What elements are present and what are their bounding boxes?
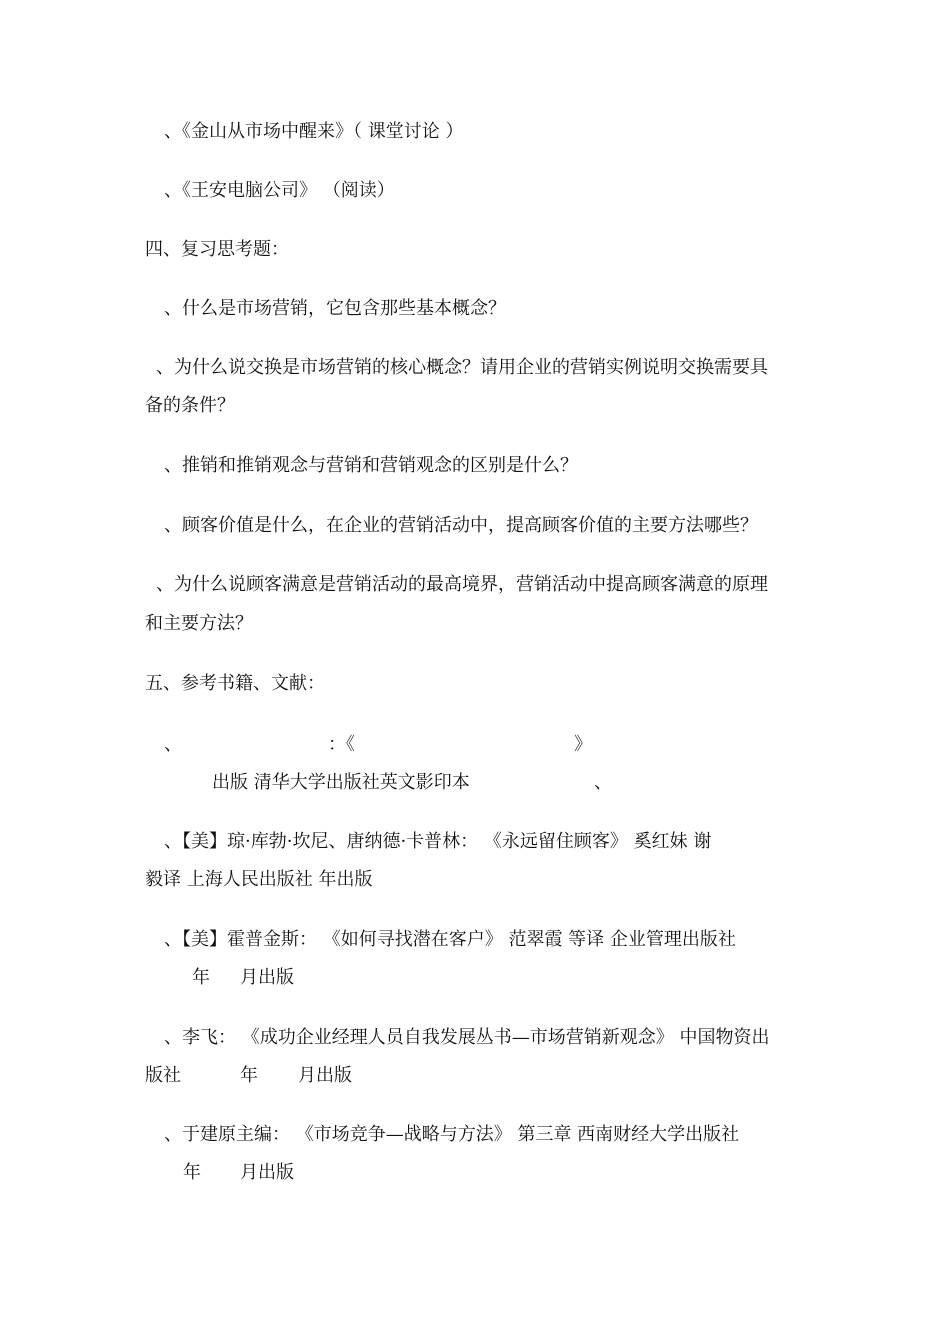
reference-4-month: 月出版 — [298, 1065, 352, 1086]
review-question-2-line-2: 备的条件？ — [145, 395, 235, 416]
review-question-1: 、什么是市场营销，它包含那些基本概念？ — [164, 298, 506, 319]
review-question-5-line-1: 、为什么说顾客满意是营销活动的最高境界，营销活动中提高顾客满意的原理 — [156, 574, 768, 595]
reference-3-month: 月出版 — [240, 967, 294, 988]
references-heading: 五、参考书籍、文献： — [145, 673, 325, 694]
reference-4-year: 年 — [240, 1065, 258, 1086]
review-question-5-line-2: 和主要方法？ — [145, 613, 253, 634]
reference-1-number: 、 — [164, 734, 182, 755]
reference-1-publisher: 出版 清华大学出版社英文影印本 — [212, 772, 470, 793]
reference-4-publisher-end: 版社 — [145, 1065, 181, 1086]
reference-4-line-1: 、李飞： 《成功企业经理人员自我发展丛书—市场营销新观念》 中国物资出 — [164, 1027, 770, 1048]
review-question-2-line-1: 、为什么说交换是市场营销的核心概念？请用企业的营销实例说明交换需要具 — [156, 357, 768, 378]
reference-3-line-1: 、【美】霍普金斯： 《如何寻找潜在客户》 范翠霞 等译 企业管理出版社 — [164, 929, 736, 950]
reference-2-line-2: 毅译 上海人民出版社 年出版 — [145, 869, 373, 890]
reference-1-separator: 、 — [594, 772, 612, 793]
review-heading: 四、复习思考题： — [145, 239, 289, 260]
case-study-item-2: 、《王安电脑公司》 （阅读） — [164, 180, 395, 201]
case-study-item-1: 、《金山从市场中醒来》（ 课堂讨论 ） — [164, 121, 464, 142]
reference-3-year: 年 — [192, 967, 210, 988]
reference-5-month: 月出版 — [240, 1162, 294, 1183]
reference-1-colon-open: ：《 — [328, 734, 355, 755]
reference-2-line-1: 、【美】琼·库勃·坎尼、唐纳德·卡普林： 《永远留住顾客》 奚红妹 谢 — [164, 831, 712, 852]
reference-1-close: 》 — [574, 734, 592, 755]
review-question-4: 、顾客价值是什么，在企业的营销活动中，提高顾客价值的主要方法哪些？ — [164, 515, 758, 536]
reference-5-year: 年 — [183, 1162, 201, 1183]
reference-5-line-1: 、于建原主编： 《市场竞争—战略与方法》 第三章 西南财经大学出版社 — [164, 1124, 740, 1145]
review-question-3: 、推销和推销观念与营销和营销观念的区别是什么？ — [164, 455, 578, 476]
